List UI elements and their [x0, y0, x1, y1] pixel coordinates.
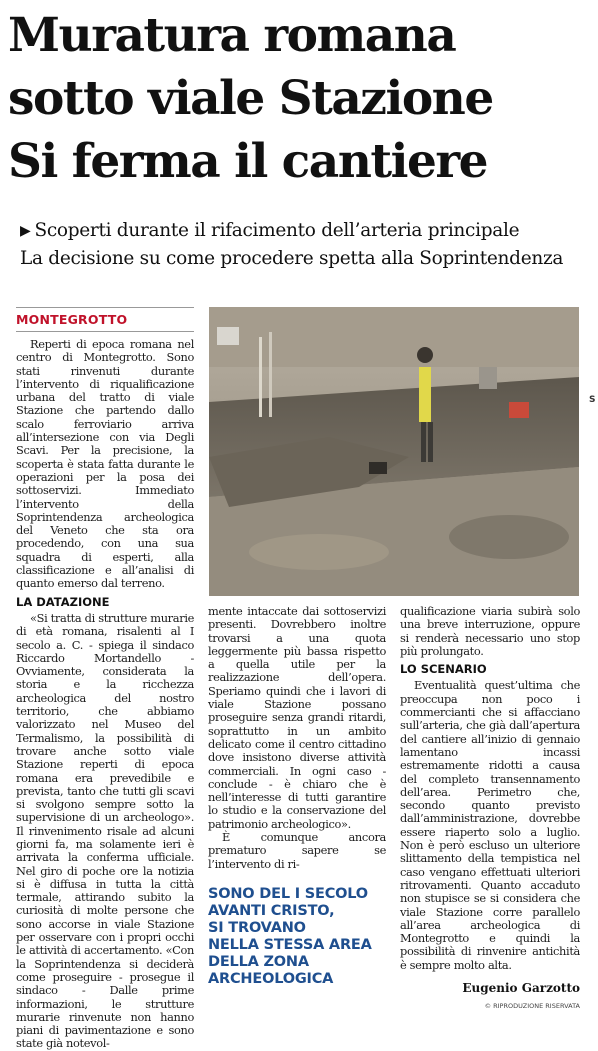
body-paragraph: mente intaccate dai sottoservizi presenti. Dovrebbero inoltre trovarsi a una quota leggermente più bassa rispetto a quella utile per la realizzazione dell’opera. Speriamo quindi che i lavori di viale Stazione possano proseguire senza grandi ritardi, soprattutto in un ambito delicato come il centro cittadino dove insistono diverse attività commerciali. In ogni caso - conclude - è chiaro che è nell’interesse di tutti garantire lo studio e la conservazione del patrimonio archeologico».	[208, 604, 386, 831]
excavation-photo	[209, 307, 579, 596]
location-kicker: MONTEGROTTO	[16, 312, 194, 332]
edge-letter: S	[589, 395, 596, 405]
article-column-3	[400, 605, 580, 972]
pull-quote-line: DELLA ZONA	[208, 954, 309, 970]
copyright-notice: © RIPRODUZIONE RISERVATA	[484, 1002, 580, 1010]
pull-quote	[208, 886, 378, 988]
pull-quote-line: SONO DEL I SECOLO	[208, 886, 368, 902]
article-column-2	[208, 605, 386, 871]
section-heading-scenario: LO SCENARIO	[400, 662, 487, 677]
subhead-line-1: Scoperti durante il rifacimento dell’arteria principale	[34, 220, 520, 241]
headline-line-1: Muratura romana	[8, 8, 456, 63]
headline-line-3: Si ferma il cantiere	[8, 134, 488, 189]
pull-quote-line: ARCHEOLOGICA	[208, 971, 334, 987]
body-paragraph: «Si tratta di strutture murarie di età romana, risalenti al I secolo a. C. - spiega il sindaco Riccardo Mortandello - Ovviamente, considerata la storia e la ricchezza archeologica del nostro territorio, che abbiamo valorizzato nel Museo del Termalismo, la possibilità di trovare anche sotto viale Stazione reperti di epoca romana era prevedibile e prevista, tanto che tutti gli scavi si svolgono sempre sotto la supervisione di un archeologo». Il rinvenimento risale ad alcuni giorni fa, ma solamente ieri è arrivata la conferma ufficiale. Nel giro di poche ore la notizia si è diffusa in tutta la città termale, attirando subito la curiosità di molte persone che sono accorse in viale Stazione per osservare con i propri occhi le attività di accertamento. «Con la Soprintendenza si deciderà come proseguire - prosegue il sindaco - Dalle prime informazioni, le strutture murarie rinvenute non hanno piani di pavimentazione e sono state già notevol-	[16, 610, 195, 1051]
headline	[8, 4, 593, 193]
excavation-photo-svg	[209, 307, 579, 596]
pull-quote-line: NELLA STESSA AREA	[208, 937, 372, 953]
pull-quote-line: AVANTI CRISTO,	[208, 903, 335, 919]
body-paragraph: Eventualità quest’ultima che preoccupa non poco i commercianti che si affacciano sull’arteria, che già dall’apertura del cantiere all’inizio di gennaio lamentano incassi estremamente ridotti a causa del completo transennamento dell’area. Perimetro che, secondo quanto previsto dall’amministrazione, dovrebbe essere riaperto solo a luglio. Non è però escluso un ulteriore slittamento della tempistica nel caso vengano effettuati ulteriori ritrovamenti. Quanto accaduto non stupisce se si considera che viale Stazione corre parallelo all’area archeologica di Montegrotto e quindi la possibilità di rinvenire antichità è sempre molto alta.	[400, 678, 580, 972]
article-column-1	[16, 338, 194, 1051]
author-byline: Eugenio Garzotto	[462, 981, 580, 995]
section-heading-datazione: LA DATAZIONE	[16, 594, 110, 609]
subhead-line-2: La decisione su come procedere spetta alla Soprintendenza	[20, 248, 564, 269]
body-paragraph: qualificazione viaria subirà solo una breve interruzione, oppure si renderà necessario uno stop più prolungato.	[400, 604, 580, 658]
kicker-rule	[16, 307, 194, 308]
body-paragraph: È comunque ancora prematuro sapere se l’intervento di ri-	[208, 830, 386, 871]
lead-paragraph: Reperti di epoca romana nel centro di Montegrotto. Sono stati rinvenuti durante l’intervento di riqualificazione urbana del tratto di viale Stazione che partendo dallo scalo ferroviario arriva all’intersezione con via Degli Scavi. Per la precisione, la scoperta è stata fatta durante le operazioni per la posa dei sottoservizi. Immediato l’intervento della Soprintendenza archeologica del Veneto che sta ora procedendo, con una sua squadra di esperti, alla classificazione e all’analisi di quanto emerso dal terreno.	[16, 337, 194, 591]
triangle-bullet-icon: ▶	[20, 223, 31, 239]
subheadline	[20, 217, 590, 272]
headline-line-2: sotto viale Stazione	[8, 71, 493, 126]
pull-quote-line: SI TROVANO	[208, 920, 306, 936]
